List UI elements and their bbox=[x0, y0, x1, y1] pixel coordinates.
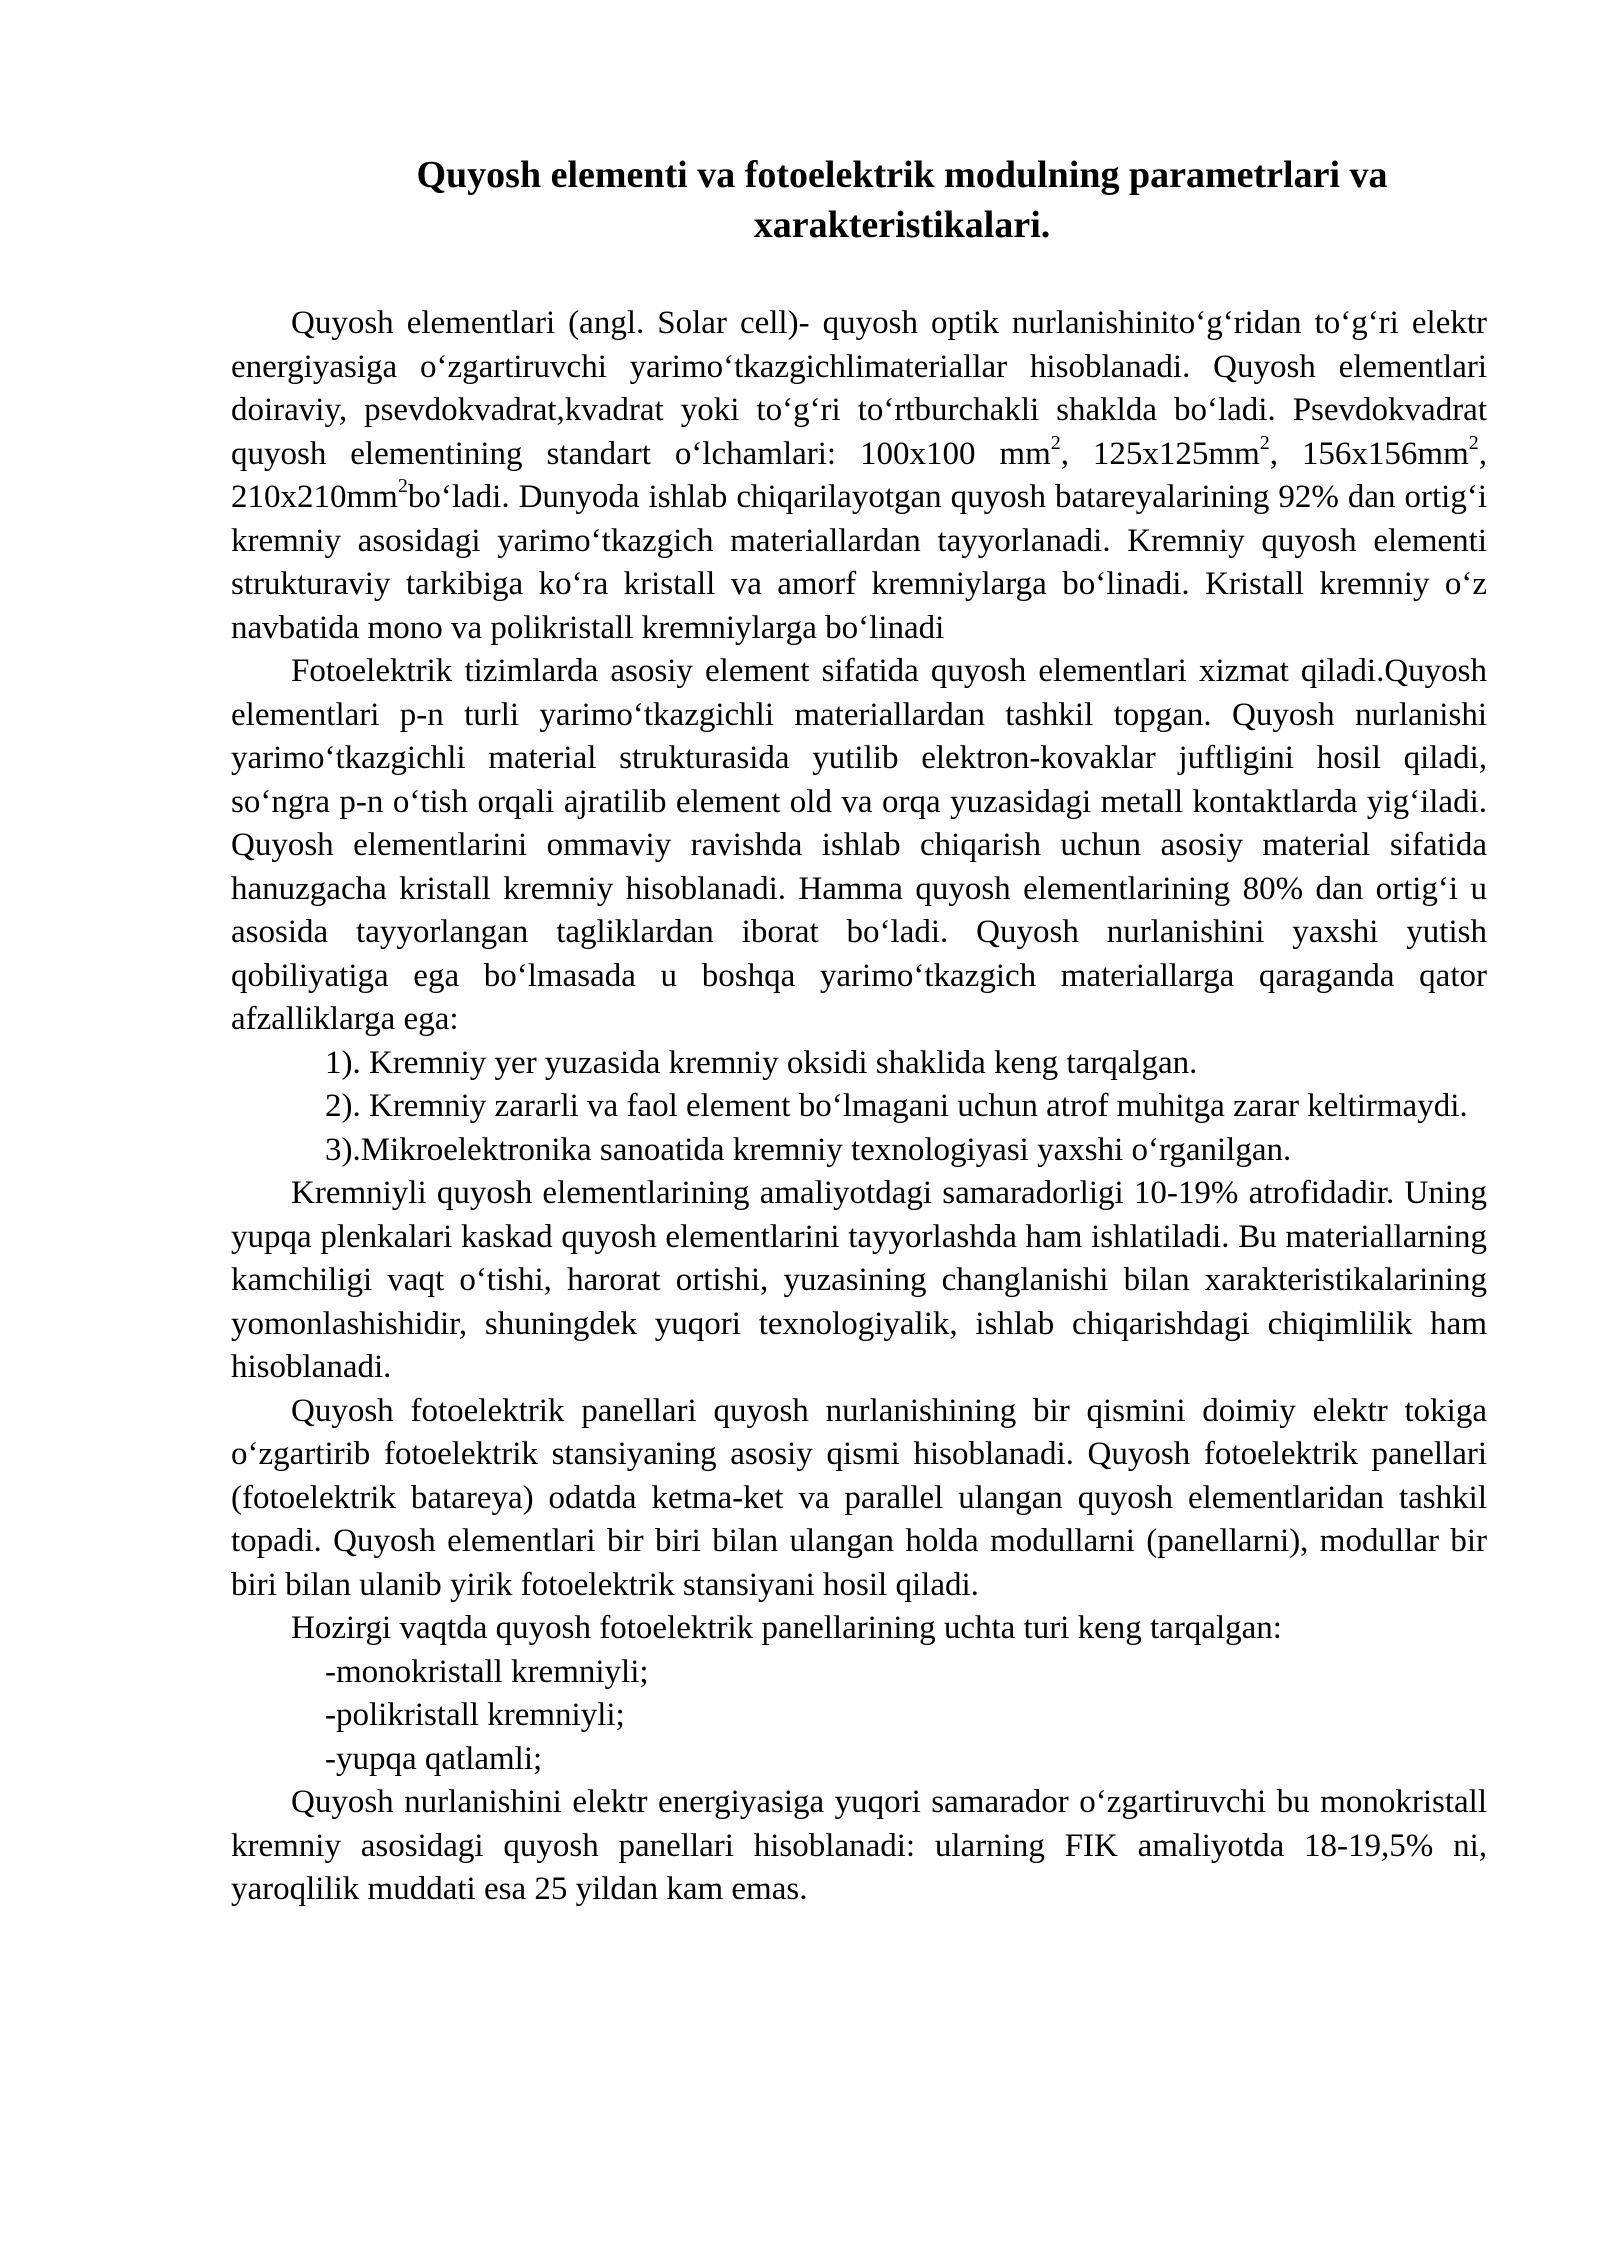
p1-text-c: , 156x156mm bbox=[1269, 435, 1469, 472]
p1-text-a: Quyosh elementlari (angl. Solar cell)- quyosh optik nurlanishinito‘g‘ridan to‘g‘ri elektr energiyasiga o‘zgartiruvchi yarimo‘tkazgichlimateriallar hisoblanadi. Quyosh elementlari doiraviy, psevdokvadrat,kvadrat yoki to‘g‘ri to‘rtburchakli shaklda bo‘ladi. Psevdokvadrat quyosh elementining standart o‘lchamlari: 100x100 mm bbox=[231, 305, 1487, 472]
paragraph-silicon-efficiency: Kremniyli quyosh elementlarining amaliyotdagi samaradorligi 10-19% atrofidadir. Uning yupqa plenkalari kaskad quyosh elementlarini tayyorlashda ham ishlatiladi. Bu materiallarning kamchiligi vaqt o‘tishi, harorat ortishi, yuzasining changlanishi bilan xarakteristikalarining yomonlashishidir, shuningdek yuqori texnologiyalik, ishlab chiqarishdagi chiqimlilik ham hisoblanadi. bbox=[231, 1175, 1487, 1385]
panel-type-polycrystalline: -polikristall kremniyli; bbox=[325, 1697, 625, 1733]
list-item-3: 3).Mikroelektronika sanoatida kremniy texnologiyasi yaxshi o‘rganilgan. bbox=[325, 1131, 1292, 1168]
paragraph-photoelectric-systems: Fotoelektrik tizimlarda asosiy element sifatida quyosh elementlari xizmat qiladi.Quyosh elementlari p-n turli yarimo‘tkazgichli materiallardan tashkil topgan. Quyosh nurlanishi yarimo‘tkazgichli material strukturasida yutilib elektron-kovaklar juftligini hosil qiladi, so‘ngra p-n o‘tish orqali ajratilib element old va orqa yuzasidagi metall kontaktlarda yig‘iladi. Quyosh elementlarini ommaviy ravishda ishlab chiqarish uchun asosiy material sifatida hanuzgacha kristall kremniy hisoblanadi. Hamma quyosh elementlarining 80% dan ortig‘i u asosida tayyorlangan tagliklardan iborat bo‘ladi. Quyosh nurlanishini yaxshi yutish qobiliyatiga ega bo‘lmasada u boshqa yarimo‘tkazgich materiallarga qaraganda qator afzalliklarga ega: bbox=[231, 653, 1487, 1037]
p1-sup-3: 2 bbox=[1468, 431, 1479, 454]
p1-sup-1: 2 bbox=[1050, 431, 1061, 454]
p1-sup-2: 2 bbox=[1259, 431, 1270, 454]
title-line-1: Quyosh elementi va fotoelektrik modulning parametrlari va bbox=[416, 154, 1388, 196]
panel-type-monocrystalline: -monokristall kremniyli; bbox=[325, 1653, 649, 1690]
p1-text-b: , 125x125mm bbox=[1060, 435, 1260, 472]
paragraph-solar-cells bbox=[231, 302, 1487, 650]
list-item-2: 2). Kremniy zararli va faol element bo‘lmagani uchun atrof muhitga zarar keltirmaydi. bbox=[325, 1088, 1468, 1124]
p1-text-d: , 210x210mm bbox=[231, 435, 1487, 515]
list-item-1: 1). Kremniy yer yuzasida kremniy oksidi shaklida keng tarqalgan. bbox=[325, 1044, 1198, 1081]
document-page bbox=[231, 150, 1487, 1912]
paragraph-monocrystalline-panels: Quyosh nurlanishini elektr energiyasiga yuqori samarador o‘zgartiruvchi bu monokristall kremniy asosidagi quyosh panellari hisoblanadi: ularning FIK amaliyotda 18-19,5% ni, yaroqlilik muddati esa 25 yildan kam emas. bbox=[231, 1784, 1487, 1907]
panel-type-thin-film: -yupqa qatlamli; bbox=[325, 1740, 543, 1777]
paragraph-panel-types-intro: Hozirgi vaqtda quyosh fotoelektrik panellarining uchta turi keng tarqalgan: bbox=[291, 1610, 1282, 1646]
paragraph-solar-panels: Quyosh fotoelektrik panellari quyosh nurlanishining bir qismini doimiy elektr tokiga o‘zgartirib fotoelektrik stansiyaning asosiy qismi hisoblanadi. Quyosh fotoelektrik panellari (fotoelektrik batareya) odatda ketma-ket va parallel ulangan quyosh elementlaridan tashkil topadi. Quyosh elementlari bir biri bilan ulangan holda modullarni (panellarni), modullar bir biri bilan ulanib yirik fotoelektrik stansiyani hosil qiladi. bbox=[231, 1392, 1487, 1603]
page-title bbox=[231, 150, 1487, 250]
title-line-2: xarakteristikalari. bbox=[753, 204, 1051, 246]
p1-sup-4: 2 bbox=[397, 475, 408, 497]
p1-text-e: bo‘ladi. Dunyoda ishlab chiqarilayotgan quyosh batareyalarining 92% dan ortig‘i kremniy asosidagi yarimo‘tkazgich materiallardan tayyorlanadi. Kremniy quyosh elementi strukturaviy tarkibiga ko‘ra kristall va amorf kremniylarga bo‘linadi. Kristall kremniy o‘z navbatida mono va polikristall kremniylarga bo‘linadi bbox=[231, 479, 1487, 646]
